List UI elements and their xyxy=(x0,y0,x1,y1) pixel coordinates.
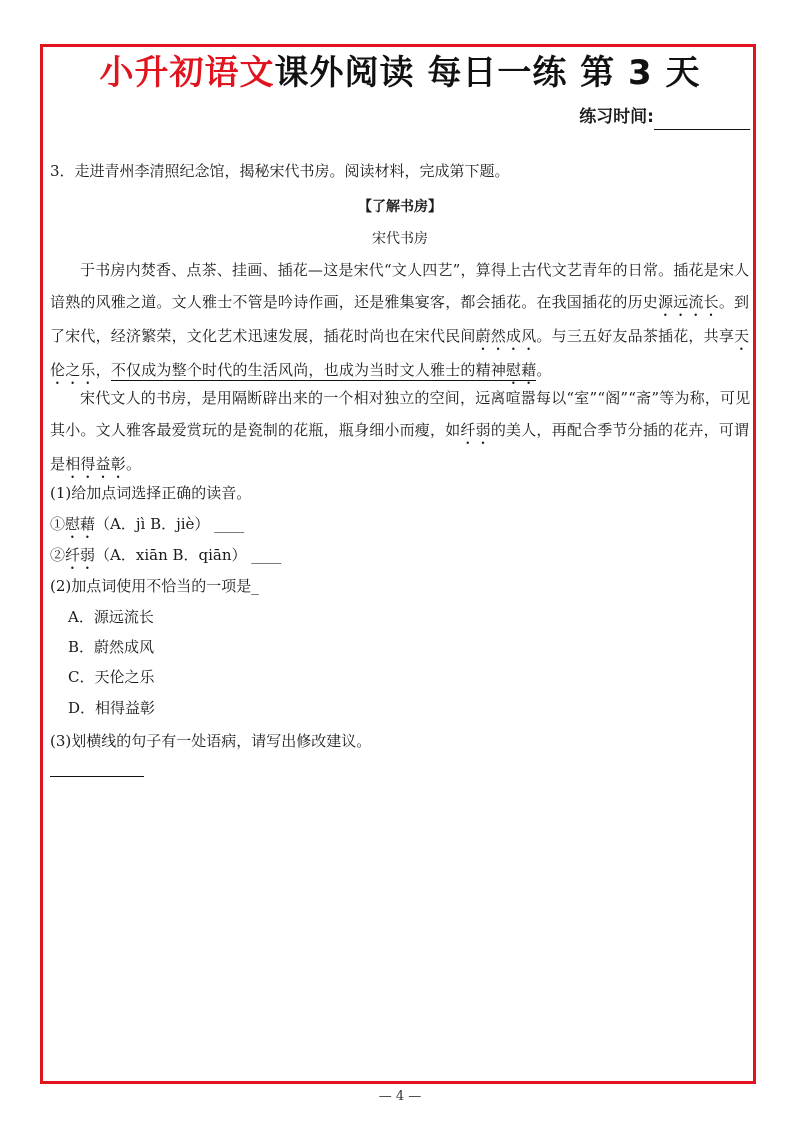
p1-dotted-word-2: 蔚然成风 xyxy=(475,327,537,345)
practice-time-label: 练习时间: xyxy=(579,107,654,127)
p1-dotted-word-3: 天伦之乐 xyxy=(50,327,750,379)
sub-question-3: (3)划横线的句子有一处语病，请写出修改建议。 xyxy=(50,732,372,750)
p1-text-c: 。与三五好友品茶插花，共享 xyxy=(536,327,735,345)
title-red-part: 小升初语文 xyxy=(99,53,275,93)
page-title xyxy=(0,50,800,96)
article-title: 宋代书房 xyxy=(372,231,428,247)
sub-question-1: (1)给加点词选择正确的读音。 xyxy=(50,484,252,502)
p1-text-e: 。 xyxy=(536,361,552,379)
pronunciation-item-2: ②纤弱（A．xiān B．qiān） ____ xyxy=(50,546,282,564)
option-b[interactable]: B．蔚然成风 xyxy=(68,638,155,656)
underlined-sentence xyxy=(111,361,537,381)
p1-text-a: 于书房内焚香、点茶、挂画、插花—这是宋代“文人四艺”，算得上古代文艺青年的日常。插花是宋人谙熟的风雅之道。文人雅士不管是吟诗作画，还是雅集宴客，都会插花。在我国插花的历史 xyxy=(50,261,750,311)
option-d[interactable]: D．相得益彰 xyxy=(68,699,156,717)
section-title: 【了解书房】 xyxy=(358,199,442,215)
answer-line[interactable] xyxy=(50,776,144,777)
p1-dotted-word-1: 源远流长 xyxy=(658,293,719,311)
practice-time-blank[interactable] xyxy=(654,109,750,130)
p2-text-a: 宋代文人的书房，是用隔断辟出来的一个相对独立的空间，远离喧嚣每以“室”“阁”“斋”等为称，可见其小。文人雅客最爱赏玩的是瓷制的花瓶，瓶身细小而瘦，如 xyxy=(50,389,751,439)
item1-word: 慰藉 xyxy=(65,515,96,533)
underlined-text: 不仅成为整个时代的生活风尚，也成为当时文人雅士的精神 xyxy=(110,361,507,379)
page-number: — 4 — xyxy=(378,1089,422,1104)
option-a[interactable]: A．源远流长 xyxy=(68,608,154,626)
item2-word: 纤弱 xyxy=(65,546,96,564)
p2-dotted-word-1: 纤弱 xyxy=(460,421,491,439)
practice-time xyxy=(579,104,750,130)
p2-dotted-word-2: 相得益彰 xyxy=(65,455,127,473)
p1-dotted-word-4: 慰藉 xyxy=(506,361,537,379)
item2-answer-blank[interactable]: ____ xyxy=(251,546,282,564)
item2-options: （A．xiān B．qiān） xyxy=(95,546,247,564)
article-paragraph-2 xyxy=(50,382,752,482)
question-intro: 3．走进青州李清照纪念馆，揭秘宋代书房。阅读材料，完成第下题。 xyxy=(50,162,510,180)
pronunciation-item-1: ①慰藉（A．jì B．jiè） ____ xyxy=(50,515,245,533)
article-paragraph-1 xyxy=(50,254,752,388)
item1-answer-blank[interactable]: ____ xyxy=(214,515,245,533)
item1-options: （A．jì B．jiè） xyxy=(95,515,210,533)
option-c[interactable]: C．天伦之乐 xyxy=(68,668,155,686)
p1-text-d: ， xyxy=(95,361,111,379)
p1-text-b: 。到了宋代，经济繁荣，文化艺术迅速发展，插花时尚也在宋代民间 xyxy=(50,293,750,345)
p2-text-b: 的美人，再配合季节分插的花卉，可谓是 xyxy=(50,421,750,473)
sub-question-2: (2)加点词使用不恰当的一项是_ xyxy=(50,577,259,595)
p2-text-c: 。 xyxy=(126,455,142,473)
title-black-part: 课外阅读 每日一练 第 3 天 xyxy=(274,53,701,93)
